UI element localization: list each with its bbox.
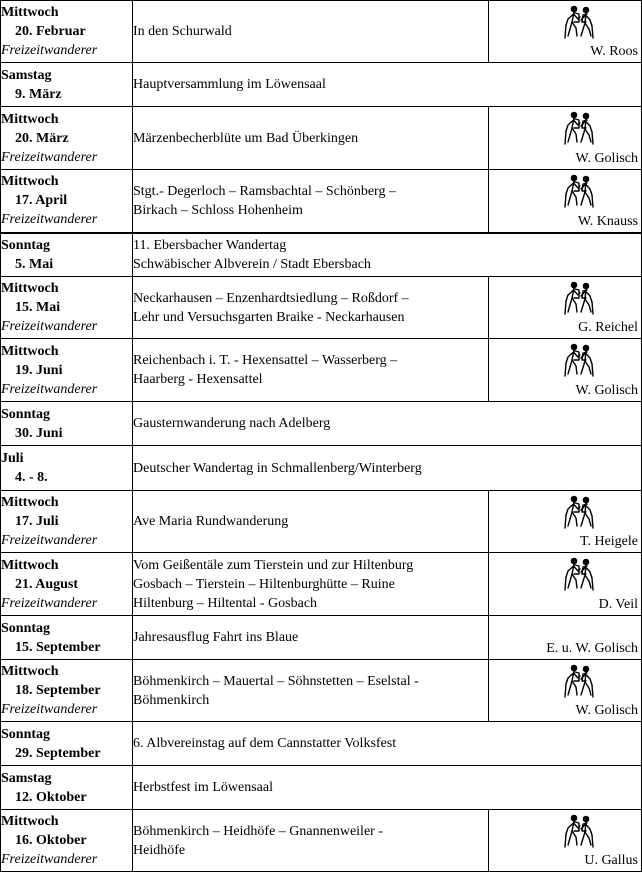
event-description-line: Birkach – Schloss Hohenheim [133, 202, 303, 218]
event-description [133, 277, 489, 339]
event-description [133, 402, 642, 446]
event-date-cell [1, 766, 133, 810]
event-description [133, 491, 489, 553]
event-weekday: Sonntag [1, 237, 51, 253]
event-description-line: Stgt.- Degerloch – Ramsbachtal – Schönberg – [133, 183, 396, 199]
event-leader-cell [489, 107, 642, 170]
event-leader-cell [489, 810, 642, 872]
event-date: 17. April [15, 193, 68, 209]
event-leader-cell [489, 660, 642, 722]
event-description [133, 553, 489, 616]
event-row [1, 810, 642, 872]
event-date: 12. Oktober [15, 789, 87, 805]
event-description-line: Böhmenkirch – Mauertal – Söhnstetten – Eselstal - [133, 673, 419, 689]
event-description-line: Herbstfest im Löwensaal [133, 780, 273, 795]
event-row [1, 766, 642, 810]
event-date-cell [1, 107, 133, 170]
event-description [133, 1, 489, 63]
event-description-line: Märzenbecherblüte um Bad Überkingen [133, 130, 359, 146]
event-date: 20. März [15, 130, 69, 146]
event-leader-cell [489, 1, 642, 63]
event-description-line: Böhmenkirch [133, 692, 210, 708]
event-description [133, 810, 489, 872]
hiker-icon [564, 343, 594, 377]
event-group: Freizeitwanderer [1, 43, 98, 58]
event-leader-cell [489, 553, 642, 616]
event-leader: D. Veil [598, 597, 638, 612]
event-date-cell [1, 810, 133, 872]
event-weekday: Juli [1, 451, 24, 466]
event-leader: W. Knauss [577, 213, 638, 229]
event-weekday: Samstag [1, 67, 52, 83]
event-date-cell [1, 446, 133, 491]
event-date: 29. September [15, 745, 101, 761]
event-description-line: 11. Ebersbacher Wandertag [133, 237, 287, 253]
event-row [1, 277, 642, 339]
event-date: 5. Mai [15, 256, 54, 272]
event-date: 16. Oktober [15, 833, 87, 848]
event-leader-cell [489, 277, 642, 339]
event-group: Freizeitwanderer [1, 595, 98, 611]
event-date: 20. Februar [15, 24, 86, 39]
event-date: 21. August [15, 576, 79, 592]
event-date-cell [1, 170, 133, 233]
hiker-icon [564, 495, 594, 529]
hiker-icon [564, 557, 594, 591]
event-weekday: Mittwoch [1, 664, 59, 679]
event-row [1, 446, 642, 491]
event-group: Freizeitwanderer [1, 319, 98, 334]
event-date: 18. September [15, 683, 101, 698]
event-weekday: Mittwoch [1, 174, 59, 190]
event-description [133, 339, 489, 402]
hiker-icon [564, 281, 594, 315]
event-date-cell [1, 553, 133, 616]
event-date: 17. Juli [15, 514, 59, 529]
event-description [133, 107, 489, 170]
event-row [1, 233, 642, 277]
event-description-line: Gausternwanderung nach Adelberg [133, 416, 331, 431]
event-leader-cell [489, 339, 642, 402]
event-description [133, 233, 642, 277]
hiker-icon [564, 814, 594, 848]
event-description [133, 766, 642, 810]
event-row [1, 660, 642, 722]
event-date-cell [1, 491, 133, 553]
event-description [133, 616, 489, 660]
event-weekday: Sonntag [1, 620, 51, 636]
event-description-line: Hiltenburg – Hiltental - Gosbach [133, 595, 318, 611]
event-date: 15. September [15, 639, 101, 655]
event-leader: U. Gallus [584, 853, 638, 868]
event-description [133, 446, 642, 491]
event-description-line: Haarberg - Hexensattel [133, 372, 263, 387]
event-description [133, 722, 642, 766]
event-leader-cell [489, 616, 642, 660]
event-description-line: Heidhöfe [133, 842, 186, 858]
event-leader: G. Reichel [578, 320, 638, 335]
event-description [133, 660, 489, 722]
event-weekday: Samstag [1, 770, 52, 786]
event-weekday: Mittwoch [1, 5, 59, 20]
event-description-line: Vom Geißentäle zum Tierstein und zur Hiltenburg [133, 557, 414, 573]
event-group: Freizeitwanderer [1, 533, 98, 548]
event-row [1, 491, 642, 553]
event-description-line: Neckarhausen – Enzenhardtsiedlung – Roßdorf – [133, 290, 409, 306]
event-description [133, 170, 489, 233]
event-weekday: Sonntag [1, 406, 51, 422]
event-description-line: Hauptversammlung im Löwensaal [133, 77, 326, 92]
event-leader: W. Roos [590, 44, 638, 59]
event-leader: W. Golisch [575, 151, 638, 166]
event-date-cell [1, 277, 133, 339]
event-leader-cell [489, 491, 642, 553]
event-row [1, 170, 642, 233]
event-group: Freizeitwanderer [1, 381, 98, 397]
event-description-line: Ave Maria Rundwanderung [133, 514, 289, 529]
event-date-cell [1, 402, 133, 446]
event-date-cell [1, 233, 133, 277]
hiker-icon [564, 664, 594, 698]
hiker-icon [564, 5, 594, 39]
event-date: 30. Juni [15, 425, 63, 441]
event-date-cell [1, 660, 133, 722]
event-description-line: Jahresausflug Fahrt ins Blaue [133, 630, 299, 645]
event-row [1, 63, 642, 107]
event-weekday: Mittwoch [1, 281, 59, 296]
event-leader: W. Golisch [575, 383, 638, 398]
event-row [1, 107, 642, 170]
event-description-line: Reichenbach i. T. - Hexensattel – Wasserberg – [133, 353, 398, 368]
event-row [1, 722, 642, 766]
event-row [1, 402, 642, 446]
event-description-line: Lehr und Versuchsgarten Braike - Neckarhausen [133, 309, 405, 325]
event-group: Freizeitwanderer [1, 149, 98, 165]
event-description-line: In den Schurwald [133, 24, 232, 39]
event-date-cell [1, 1, 133, 63]
event-date: 4. - 8. [15, 470, 48, 485]
event-date-cell [1, 722, 133, 766]
event-row [1, 1, 642, 63]
event-weekday: Mittwoch [1, 814, 59, 829]
event-description-line: 6. Albvereinstag auf dem Cannstatter Volksfest [133, 736, 397, 751]
event-description-line: Gosbach – Tierstein – Hiltenburghütte – Ruine [133, 576, 395, 592]
event-date: 9. März [15, 86, 62, 102]
event-weekday: Sonntag [1, 726, 51, 742]
schedule-body [1, 1, 642, 872]
event-description [133, 63, 642, 107]
event-leader-cell [489, 170, 642, 233]
event-description-line: Deutscher Wandertag in Schmallenberg/Winterberg [133, 460, 422, 476]
event-date: 15. Mai [15, 300, 61, 315]
hiker-icon [564, 174, 594, 208]
hiker-icon [564, 111, 594, 145]
event-leader: T. Heigele [579, 534, 638, 549]
event-description-line: Böhmenkirch – Heidhöfe – Gnannenweiler - [133, 823, 383, 839]
event-weekday: Mittwoch [1, 111, 59, 127]
event-row [1, 616, 642, 660]
event-description-line: Schwäbischer Albverein / Stadt Ebersbach [133, 256, 371, 272]
event-date-cell [1, 616, 133, 660]
event-row [1, 553, 642, 616]
event-group: Freizeitwanderer [1, 212, 98, 228]
event-date-cell [1, 339, 133, 402]
event-weekday: Mittwoch [1, 495, 59, 510]
event-leader: W. Golisch [575, 703, 638, 718]
event-date-cell [1, 63, 133, 107]
event-weekday: Mittwoch [1, 343, 59, 359]
event-group: Freizeitwanderer [1, 852, 98, 867]
event-group: Freizeitwanderer [1, 702, 98, 717]
event-date: 19. Juni [15, 362, 63, 378]
event-leader: E. u. W. Golisch [546, 641, 638, 656]
event-weekday: Mittwoch [1, 557, 59, 573]
event-row [1, 339, 642, 402]
